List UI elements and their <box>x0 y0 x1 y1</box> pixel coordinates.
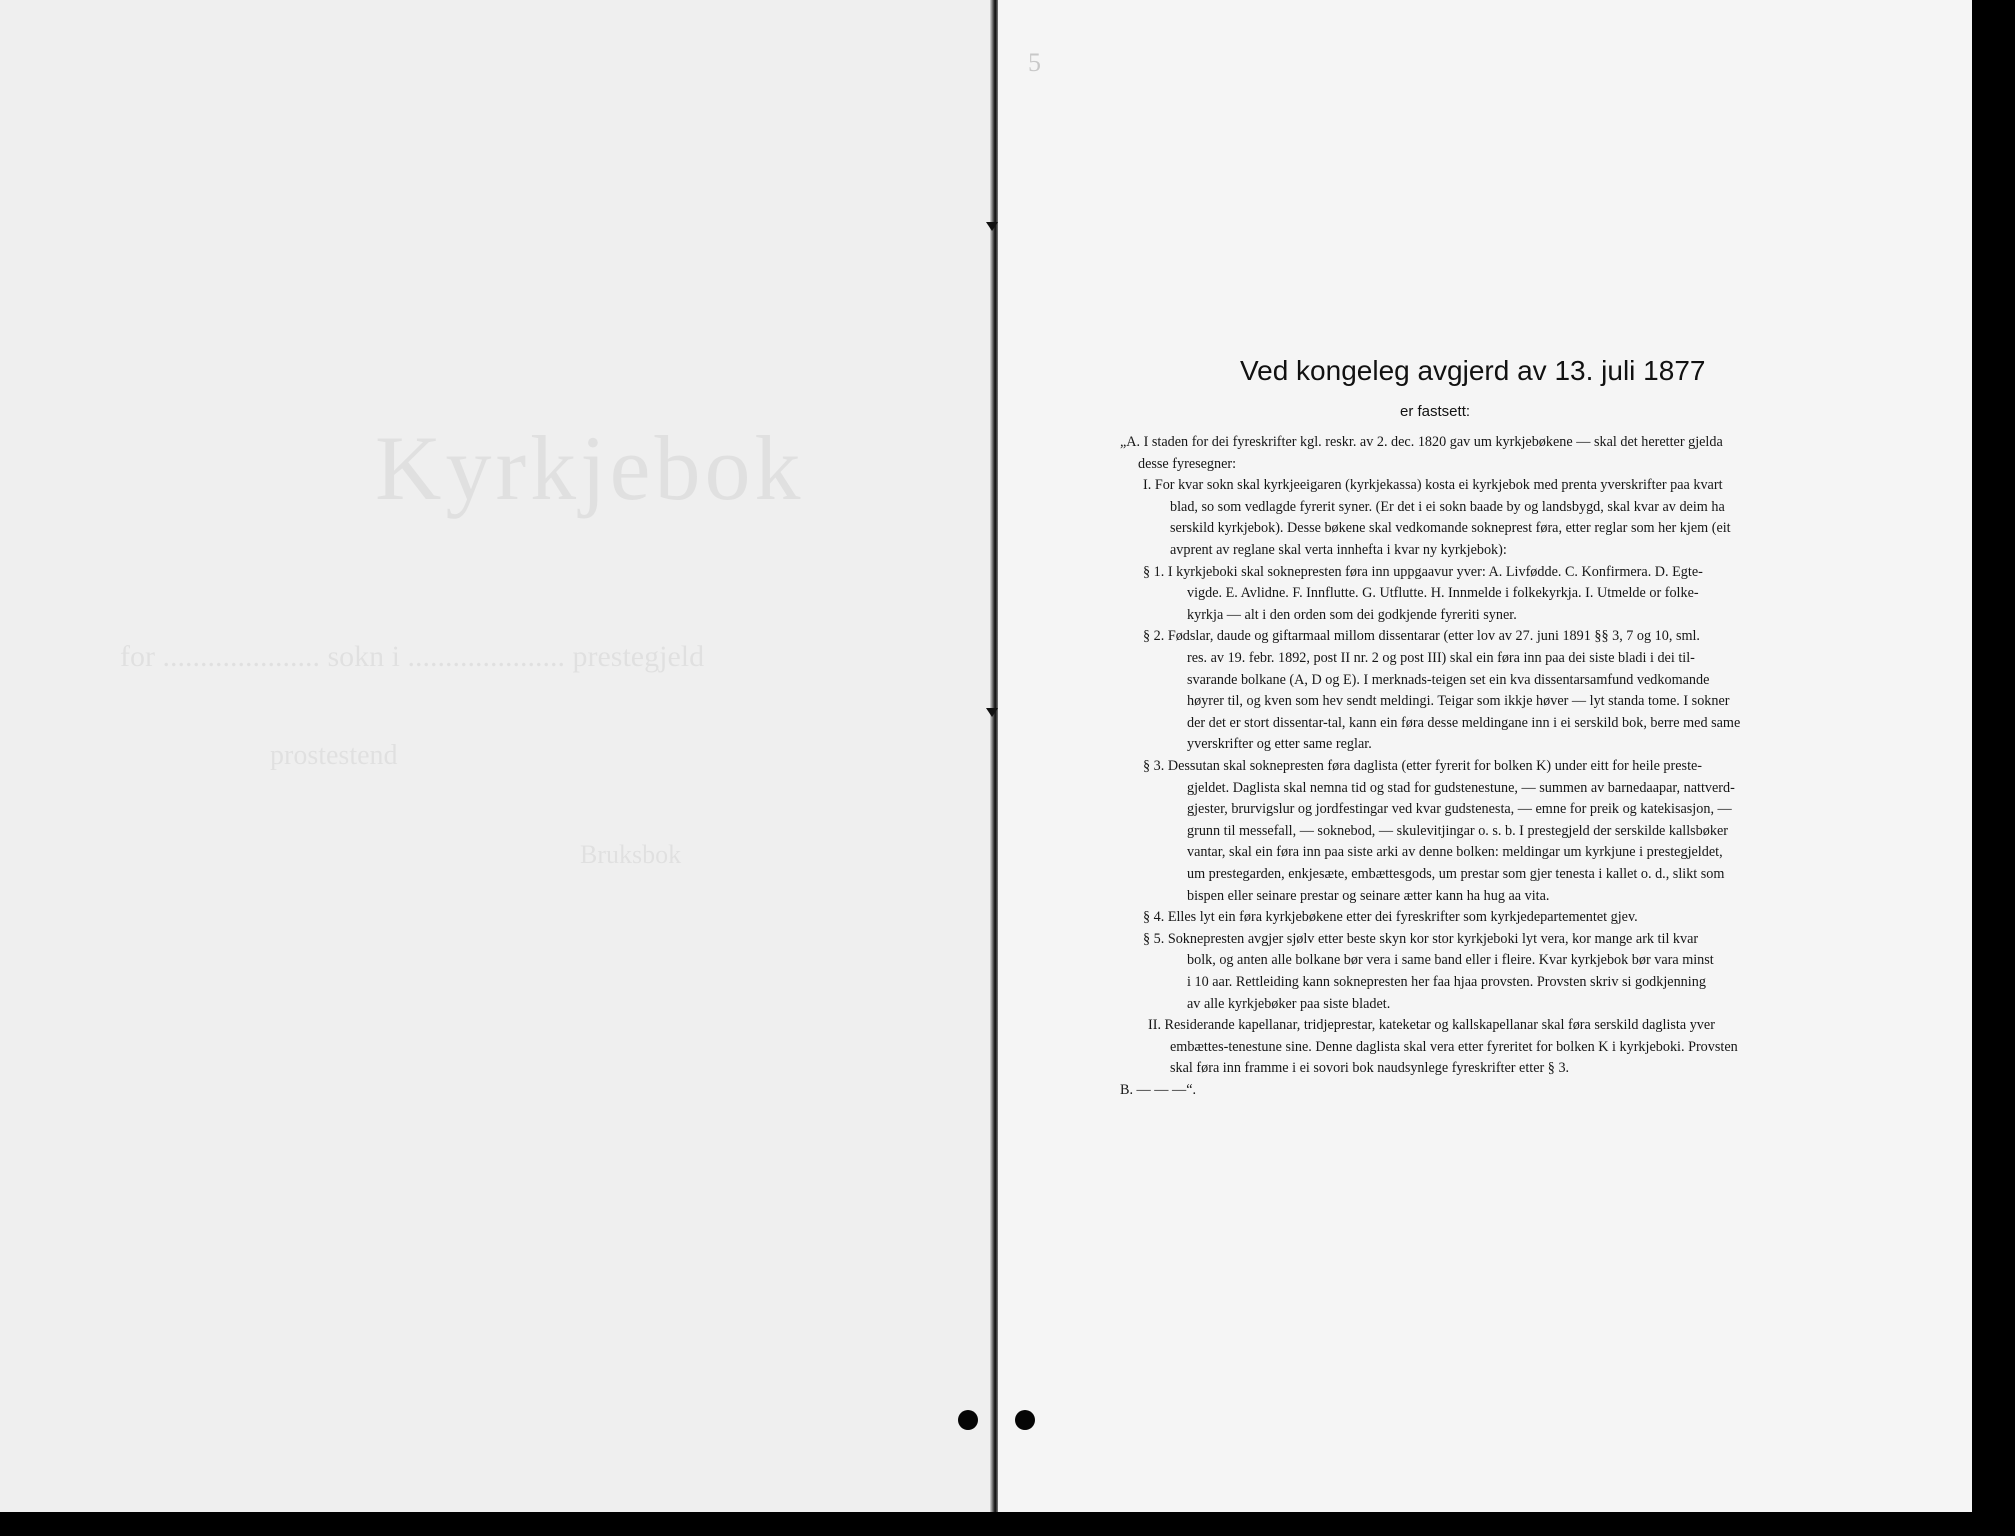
body-line: § 4. Elles lyt ein føra kyrkjebøkene etter dei fyreskrifter som kyrkjedepartementet gjev. <box>1143 909 1638 926</box>
body-line: § 3. Dessutan skal soknepresten føra daglista (etter fyrerit for bolken K) under eitt for heile preste- <box>1143 758 1703 774</box>
body-line: um prestegarden, enkjesæte, embættesgods, um prestar som gjer tenesta i kallet o. d., slikt som <box>1187 866 1725 882</box>
body-line: bispen eller seinare prestar og seinare ætter kann ha hug aa vita. <box>1187 887 1550 904</box>
scan-border-right <box>1972 0 2015 1536</box>
body-line: avprent av reglane skal verta innhefta i kvar ny kyrkjebok): <box>1170 542 1507 558</box>
body-line: „A. I staden for dei fyreskrifter kgl. reskr. av 2. dec. 1820 gav um kyrkjebøkene — skal det heretter gjelda <box>1120 434 1723 450</box>
binding-notch-icon <box>986 222 998 231</box>
body-line: grunn til messefall, — soknebod, — skulevitjingar o. s. b. I prestegjeld der serskilde kallsbøker <box>1187 822 1728 839</box>
right-page <box>998 0 1974 1512</box>
body-line: serskild kyrkjebok). Desse bøkene skal vedkomande sokneprest føra, etter reglar som her kjem (eit <box>1170 520 1731 537</box>
binding-notch-icon <box>986 708 998 717</box>
body-line: I. For kvar sokn skal kyrkjeeigaren (kyrkjekassa) kosta ei kyrkjebok med prenta yverskrifter paa kvart <box>1143 477 1723 494</box>
body-line: i 10 aar. Rettleiding kann soknepresten her faa hjaa provsten. Provsten skriv si godkjenning <box>1187 974 1706 990</box>
body-line: yverskrifter og etter same reglar. <box>1187 736 1372 753</box>
body-line: der det er stort dissentar-tal, kann ein føra desse meldingane inn i ei serskild bok, berre med same <box>1187 714 1741 731</box>
body-line: B. — — —“. <box>1120 1082 1197 1098</box>
bleed-through-line: for ..................... sokn i ..................... prestegjeld <box>120 640 705 673</box>
binding-hole-icon <box>958 1410 978 1430</box>
body-line: II. Residerande kapellanar, tridjeprestar, kateketar og kallskapellanar skal føra serskild daglista yver <box>1148 1017 1715 1034</box>
body-line: blad, so som vedlagde fyrerit syner. (Er det i ei sokn baade by og landsbygd, skal kvar av deim ha <box>1170 498 1725 515</box>
scan-border-bottom <box>0 1512 2015 1536</box>
document-heading: Ved kongeleg avgjerd av 13. juli 1877 <box>1240 355 1706 386</box>
binding-hole-icon <box>1015 1410 1035 1430</box>
page-number: 5 <box>1028 48 1041 77</box>
body-line: vigde. E. Avlidne. F. Innflutte. G. Utflutte. H. Innmelde i folkekyrkja. I. Utmelde or folke- <box>1187 585 1699 602</box>
bleed-through-line: Bruksbok <box>580 840 682 869</box>
body-line: § 5. Soknepresten avgjer sjølv etter beste skyn kor stor kyrkjeboki lyt vera, kor mange ark til kvar <box>1143 930 1699 947</box>
body-line: § 2. Fødslar, daude og giftarmaal millom dissentarar (etter lov av 27. juni 1891 §§ 3, 7 og 10, sml. <box>1143 628 1700 645</box>
body-line: høyrer til, og kven som hev sendt meldingi. Teigar som ikkje høver — lyt standa tome. I sokner <box>1187 693 1730 710</box>
body-line: skal føra inn framme i ei sovori bok naudsynlege fyreskrifter etter § 3. <box>1170 1060 1570 1077</box>
body-line: gjester, brurvigslur og jordfestingar ved kvar gudstenesta, — emne for preik og katekisasjon, — <box>1187 801 1732 818</box>
body-line: res. av 19. febr. 1892, post II nr. 2 og post III) skal ein føra inn paa dei siste bladi i dei til- <box>1187 650 1695 666</box>
bleed-through-line: prostestend <box>270 740 398 771</box>
left-page <box>0 0 992 1512</box>
body-line: svarande bolkane (A, D og E). I merknads-teigen set ein kva dissentarsamfund vedkomande <box>1187 671 1710 688</box>
body-line: embættes-tenestune sine. Denne daglista skal vera etter fyreritet for bolken K i kyrkjeboki. Provsten <box>1170 1038 1738 1055</box>
document-subheading: er fastsett: <box>1400 403 1471 420</box>
body-line: av alle kyrkjebøker paa siste bladet. <box>1187 995 1391 1012</box>
body-line: bolk, og anten alle bolkane bør vera i same band eller i fleire. Kvar kyrkjebok bør vara minst <box>1187 952 1714 969</box>
body-line: gjeldet. Daglista skal nemna tid og stad for gudstenestune, — summen av barnedaapar, nattverd- <box>1187 779 1735 796</box>
body-line: § 1. I kyrkjeboki skal soknepresten føra inn uppgaavur yver: A. Livfødde. C. Konfirmera. D. Egte- <box>1143 563 1703 580</box>
body-line: vantar, skal ein føra inn paa siste arki av denne bolken: meldingar um kyrkjune i prestegjeldet, <box>1187 844 1723 861</box>
body-line: kyrkja — alt i den orden som dei godkjende fyreriti syner. <box>1187 606 1517 623</box>
bleed-through-title: Kyrkjebok <box>375 417 805 519</box>
body-line: desse fyresegner: <box>1138 455 1237 472</box>
